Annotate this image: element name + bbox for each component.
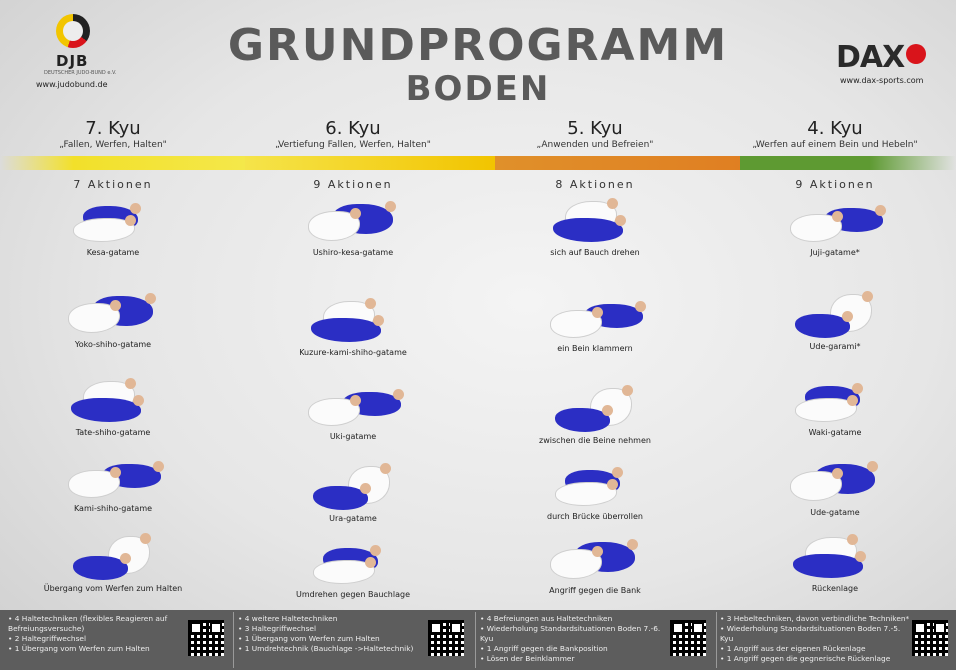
technique-card [283, 538, 423, 599]
technique-card [43, 452, 183, 513]
footer-item: • 1 Angriff aus der eigenen Rückenlage [720, 644, 910, 654]
kyu-4-title: 4. Kyu [807, 118, 863, 139]
technique-label: Rückenlage [811, 584, 859, 593]
judoka-pair-icon [545, 292, 645, 342]
footer-separator [716, 612, 717, 668]
footer-item: • 4 Befreiungen aus Haltetechniken [480, 614, 666, 624]
judoka-pair-icon [63, 288, 163, 338]
technique-card [283, 380, 423, 441]
technique-card [283, 296, 423, 357]
page-title: GRUNDPROGRAMM [227, 20, 729, 71]
technique-card [525, 196, 665, 257]
technique-card [43, 196, 183, 257]
stripe-kyu-7 [0, 156, 245, 170]
technique-label: zwischen die Beine nehmen [539, 436, 651, 445]
footer-separator [233, 612, 234, 668]
technique-label: Angriff gegen die Bank [549, 586, 641, 595]
footer-item: • 3 Haltegriffwechsel [238, 624, 428, 634]
technique-card [765, 196, 905, 257]
technique-label: durch Brücke überrollen [547, 512, 643, 521]
kyu-5-aktionen: 8 Aktionen [555, 178, 635, 191]
technique-label: Kuzure-kami-shiho-gatame [299, 348, 407, 357]
technique-label: Umdrehen gegen Bauchlage [295, 590, 411, 599]
footer-item: • 1 Angriff gegen die Bankposition [480, 644, 666, 654]
technique-label: Waki-gatame [808, 428, 862, 437]
technique-label: Tate-shiho-gatame [75, 428, 151, 437]
technique-label: sich auf Bauch drehen [550, 248, 640, 257]
technique-card [525, 292, 665, 353]
footer-item: • 2 Haltegriffwechsel [8, 634, 188, 644]
dax-url[interactable]: www.dax-sports.com [840, 76, 924, 85]
technique-card [43, 376, 183, 437]
technique-label: Ude-gatame [810, 508, 860, 517]
technique-card [43, 288, 183, 349]
technique-card [765, 290, 905, 351]
qr-code-icon[interactable] [428, 620, 464, 656]
judoka-pair-icon [785, 290, 885, 340]
stripe-kyu-6 [245, 156, 495, 170]
technique-label: ein Bein klammern [557, 344, 633, 353]
judoka-pair-icon [785, 376, 885, 426]
footer-kyu-7 [8, 614, 188, 654]
technique-card [765, 456, 905, 517]
technique-card [525, 534, 665, 595]
kyu-4-aktionen: 9 Aktionen [795, 178, 875, 191]
footer-kyu-6 [238, 614, 428, 654]
footer-item: • 3 Hebeltechniken, davon verbindliche Techniken* [720, 614, 910, 624]
djb-logo-text: DJB [56, 52, 89, 70]
footer-item: • 1 Umdrehtechnik (Bauchlage ->Haltetechnik) [238, 644, 428, 654]
judoka-pair-icon [63, 452, 163, 502]
technique-card [525, 384, 665, 445]
kyu-6-aktionen: 9 Aktionen [313, 178, 393, 191]
technique-label: Ude-garami* [809, 342, 861, 351]
technique-card [765, 532, 905, 593]
footer-item: • 1 Angriff gegen die gegnerische Rückenlage [720, 654, 910, 664]
technique-card [525, 460, 665, 521]
technique-label: Ura-gatame [329, 514, 377, 523]
footer-item: • 4 Haltetechniken (flexibles Reagieren auf Befreiungsversuche) [8, 614, 188, 634]
dax-dot-icon [906, 44, 926, 64]
judoka-pair-icon [303, 462, 403, 512]
footer-item: • Wiederholung Standardsituationen Boden 7.-6. Kyu [480, 624, 666, 644]
stripe-kyu-5 [495, 156, 740, 170]
footer-item: • Wiederholung Standardsituationen Boden 7.-5. Kyu [720, 624, 910, 644]
djb-logo-small: DEUTSCHER JUDO-BUND e.V. [44, 70, 117, 76]
qr-code-icon[interactable] [670, 620, 706, 656]
judoka-pair-icon [545, 460, 645, 510]
kyu-5-title: 5. Kyu [567, 118, 623, 139]
kyu-4-motto: „Werfen auf einem Bein und Hebeln" [752, 140, 918, 150]
page-subtitle: BODEN [405, 69, 551, 109]
judoka-pair-icon [63, 196, 163, 246]
technique-label: Übergang vom Werfen zum Halten [43, 584, 183, 593]
footer-item: • 1 Übergang vom Werfen zum Halten [8, 644, 188, 654]
qr-code-icon[interactable] [188, 620, 224, 656]
judoka-pair-icon [303, 296, 403, 346]
technique-card [283, 196, 423, 257]
judoka-pair-icon [545, 196, 645, 246]
kyu-7-aktionen: 7 Aktionen [73, 178, 153, 191]
judoka-pair-icon [545, 534, 645, 584]
judoka-pair-icon [785, 456, 885, 506]
kyu-7-motto: „Fallen, Werfen, Halten" [59, 140, 167, 150]
kyu-6-motto: „Vertiefung Fallen, Werfen, Halten" [275, 140, 431, 150]
footer-item: • Lösen der Beinklammer [480, 654, 666, 664]
qr-code-icon[interactable] [912, 620, 948, 656]
dax-logo [836, 40, 926, 75]
judoka-pair-icon [303, 538, 403, 588]
stripe-kyu-4 [740, 156, 956, 170]
judoka-pair-icon [63, 532, 163, 582]
kyu-6-title: 6. Kyu [325, 118, 381, 139]
judoka-pair-icon [63, 376, 163, 426]
footer-separator [475, 612, 476, 668]
kyu-7-title: 7. Kyu [85, 118, 141, 139]
footer-kyu-4 [720, 614, 910, 664]
technique-label: Juji-gatame* [810, 248, 860, 257]
djb-url[interactable]: www.judobund.de [36, 80, 108, 89]
technique-label: Uki-gatame [329, 432, 377, 441]
technique-label: Ushiro-kesa-gatame [312, 248, 394, 257]
footer-item: • 4 weitere Haltetechniken [238, 614, 428, 624]
technique-label: Kami-shiho-gatame [73, 504, 153, 513]
footer-item: • 1 Übergang vom Werfen zum Halten [238, 634, 428, 644]
footer-kyu-5 [480, 614, 666, 664]
technique-card [765, 376, 905, 437]
technique-card [283, 462, 423, 523]
technique-label: Yoko-shiho-gatame [74, 340, 152, 349]
dax-logo-text: DAX [836, 40, 905, 75]
judoka-pair-icon [785, 196, 885, 246]
judoka-pair-icon [785, 532, 885, 582]
judoka-pair-icon [545, 384, 645, 434]
judoka-pair-icon [303, 380, 403, 430]
technique-card [43, 532, 183, 593]
kyu-5-motto: „Anwenden und Befreien" [536, 140, 654, 150]
technique-label: Kesa-gatame [86, 248, 140, 257]
judoka-pair-icon [303, 196, 403, 246]
